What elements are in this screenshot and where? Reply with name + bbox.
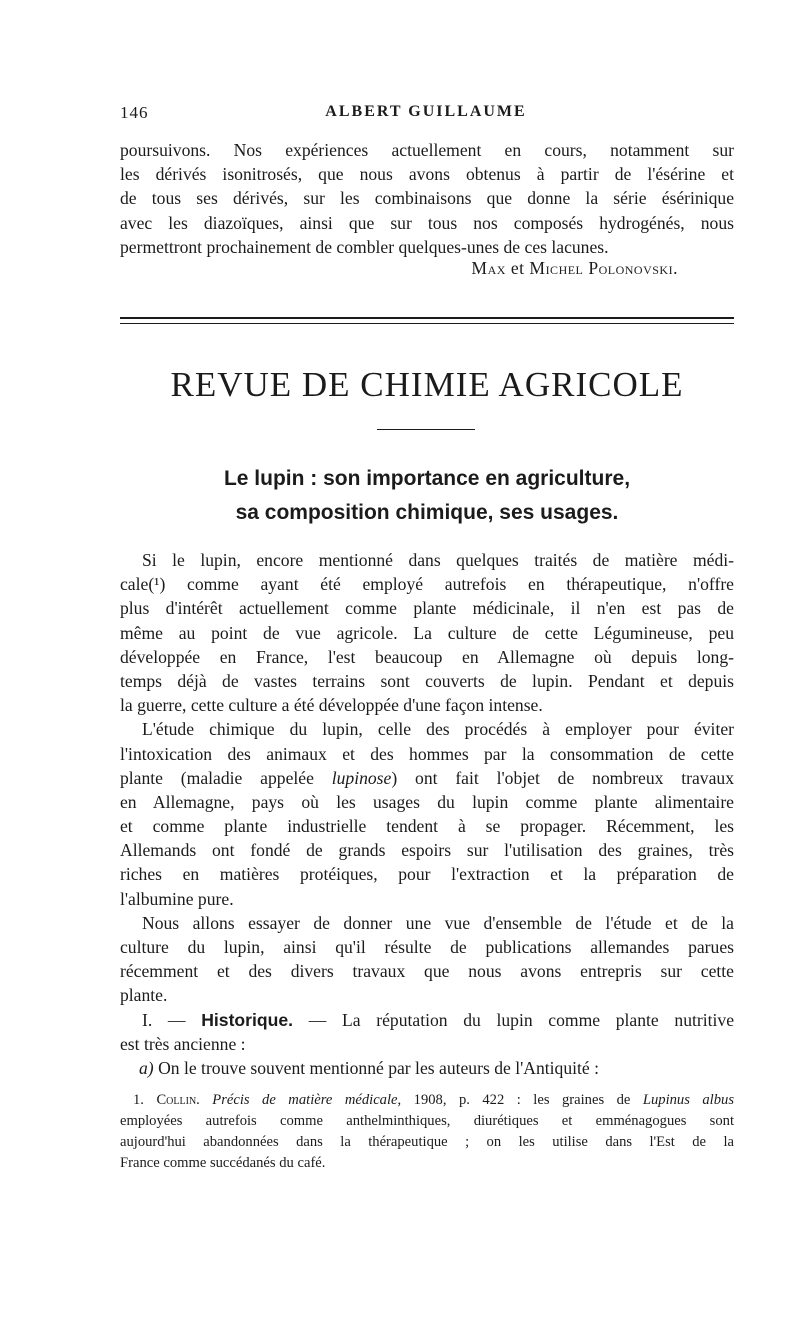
text-line: cale(¹) comme ayant été employé autrefois en thérapeutique, n'offre (120, 574, 734, 595)
footnote-line: France comme succédanés du café. (120, 1155, 326, 1171)
text-line: permettront prochainement de combler quelques-unes de ces lacunes. (120, 236, 609, 257)
text-line: l'albumine pure. (120, 888, 234, 909)
text-line: développée en France, l'est beaucoup en Allemagne où depuis long- (120, 646, 734, 667)
footnote-line: 1. Collin. Précis de matière médicale, 1908, p. 422 : les graines de Lupinus albus (133, 1092, 735, 1108)
article-title-line-2: sa composition chimique, ses usages. (235, 501, 619, 524)
text-line: et comme plante industrielle tendent à se propager. Récemment, les (120, 816, 734, 837)
section-divider-thin (120, 323, 734, 324)
running-head (120, 103, 732, 127)
text-line: plus d'intérêt actuellement comme plante médicinale, il n'en est pas de (120, 598, 734, 619)
text-line: a) On le trouve souvent mentionné par les auteurs de l'Antiquité : (139, 1057, 600, 1078)
text-line: est très ancienne : (120, 1033, 246, 1054)
text-line: l'intoxication des animaux et des hommes par la consommation de cette (120, 743, 734, 764)
text-line: temps déjà de vastes terrains sont couverts de lupin. Pendant et depuis (120, 670, 734, 691)
text-line: plante. (120, 985, 168, 1006)
footnote-line: aujourd'hui abandonnées dans la thérapeutique ; on les utilise dans l'Est de la (120, 1134, 734, 1150)
page-number: 146 (120, 103, 149, 122)
text-line: récemment et des divers travaux que nous avons entrepris sur cette (120, 961, 734, 982)
previous-article-ending (120, 138, 734, 259)
text-line: culture du lupin, ainsi qu'il résulte de publications allemandes parues (120, 937, 734, 957)
article-body (120, 548, 734, 1080)
text-line: riches en matières protéiques, pour l'extraction et la préparation de (120, 864, 734, 885)
text-line: la guerre, cette culture a été développée d'une façon intense. (120, 695, 543, 716)
text-line: L'étude chimique du lupin, celle des procédés à employer pour éviter (142, 719, 734, 740)
text-line: plante (maladie appelée lupinose) ont fait l'objet de nombreux travaux (120, 767, 734, 788)
italic-term: lupinose (331, 767, 392, 788)
text-line: les dérivés isonitrosés, que nous avons obtenus à partir de l'ésérine et (120, 164, 734, 185)
subsection-heading: Historique. (201, 1009, 294, 1030)
text-line: de tous ses dérivés, sur les combinaisons que donne la série ésérinique (120, 188, 734, 209)
text-line: Allemands ont fondé de grands espoirs sur l'utilisation des graines, très (120, 840, 734, 861)
running-title: ALBERT GUILLAUME (325, 103, 527, 120)
section-title: REVUE DE CHIMIE AGRICOLE (170, 365, 684, 404)
section-divider-thick (120, 317, 734, 319)
text-line: Si le lupin, encore mentionné dans quelques traités de matière médi- (142, 550, 734, 570)
text-line: I. — Historique. — La réputation du lupin comme plante nutritive (142, 1009, 735, 1030)
text-line: Nous allons essayer de donner une vue d'ensemble de l'étude et de la (142, 912, 734, 933)
article-title-line-1: Le lupin : son importance en agriculture, (223, 467, 631, 490)
footnote-line: employées autrefois comme anthelminthiques, diurétiques et emménagogues sont (120, 1113, 734, 1129)
text-line: même au point de vue agricole. La culture de cette Légumineuse, peu (120, 622, 734, 643)
author-signature: Max et Michel Polonovski. (471, 258, 678, 278)
text-line: poursuivons. Nos expériences actuellement en cours, notamment sur (120, 140, 734, 160)
footnote (120, 1090, 734, 1174)
text-line: en Allemagne, pays où les usages du lupin comme plante alimentaire (120, 791, 734, 812)
text-line: avec les diazoïques, ainsi que sur tous nos composés hydrogénés, nous (120, 212, 734, 233)
title-underline (377, 429, 475, 430)
